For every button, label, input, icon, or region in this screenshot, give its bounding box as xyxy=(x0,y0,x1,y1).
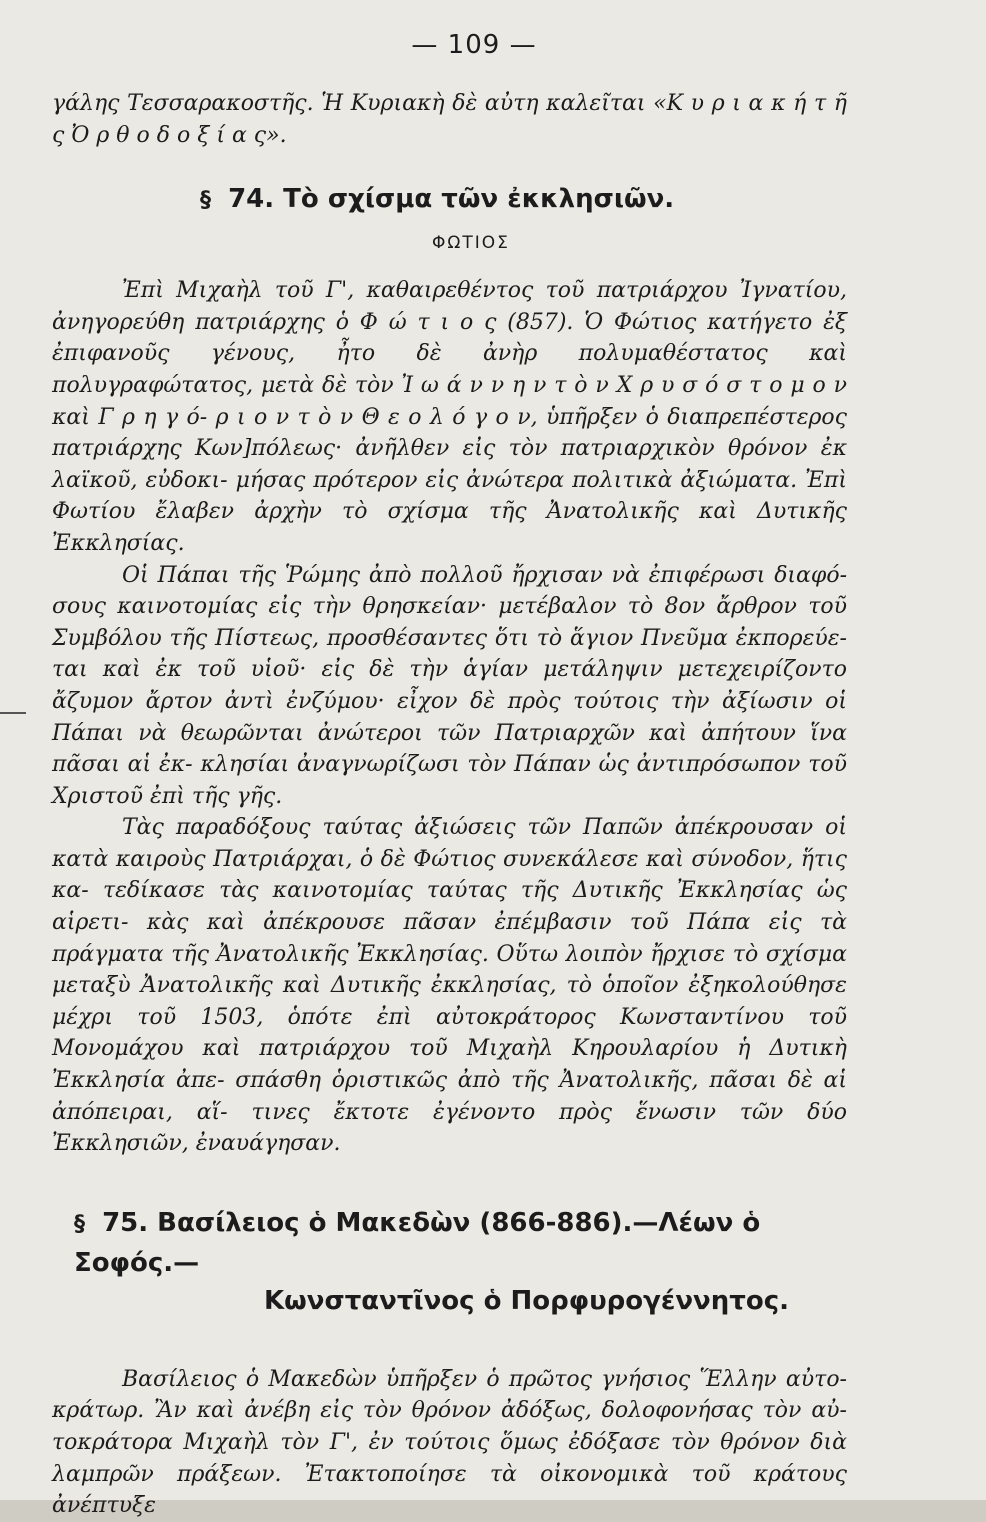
text-line: Συμβόλου τῆς Πίστεως, προσθέσαντες ὅτι τὸ ἅγιον Πνεῦμα ἐκπορεύε- xyxy=(52,625,847,651)
text-line: ἀνηγορεύθη πατριάρχης ὁ Φ ώ τ ι ο ς (857). Ὁ Φώτιος κατήγετο ἐξ xyxy=(52,309,847,335)
section-74-heading xyxy=(200,181,856,219)
text-line: ἐπὶ τῆς γῆς. xyxy=(150,783,283,809)
section-74-title: 74. Τὸ σχίσμα τῶν ἐκκλησιῶν. xyxy=(228,184,675,215)
text-line: τοκράτορα Μιχαὴλ τὸν Γ', ἐν τούτοις ὅμως ἐδόξασε τὸν θρόνον διὰ xyxy=(52,1430,847,1455)
text-line: γάλης Τεσσαρακοστῆς. Ἡ Κυριακὴ δὲ αὐτη καλεῖται «Κ υ ρ ι α κ ή xyxy=(52,91,807,116)
text-line: Κων]πόλεως· ἀνῆλθεν εἰς τὸν πατριαρχικὸν θρόνον ἐκ λαϊκοῦ, εὐδοκι- xyxy=(52,436,847,493)
margin-mark xyxy=(0,712,26,714)
section-mark: § xyxy=(200,188,211,214)
text-line: σπάσθη ὁριστικῶς ἀπὸ τῆς Ἀνατολικῆς, πᾶσαι δὲ αἱ ἀπόπειραι, αἵ- xyxy=(52,1068,848,1125)
intro-paragraph xyxy=(52,88,847,151)
text-line: κράτωρ. Ἂν καὶ ἀνέβη εἰς τὸν θρόνον ἀδόξως, δολοφονήσας τὸν αὐ- xyxy=(52,1398,847,1424)
paragraph-photius xyxy=(52,275,847,559)
text-line: Ἀνατολικῆς καὶ Δυτικῆς ἐκκλησίας, τὸ ὁποῖον ἐξηκολούθησε μέχρι xyxy=(52,973,847,1030)
text-line: τεδίκασε τὰς καινοτομίας ταύτας τῆς Δυτικῆς Ἐκκλησίας ὡς αἱρετι- xyxy=(52,878,847,936)
text-line: θεωρῶνται ἀνώτεροι τῶν Πατριαρχῶν καὶ ἀπήτουν ἵνα πᾶσαι αἱ ἐκ- xyxy=(52,720,847,778)
section-75-title-line2: Κωνσταντῖνος ὁ Πορφυρογέννητος. xyxy=(264,1285,790,1316)
text-line: ἄρτον ἀντὶ ἐνζύμου· εἶχον δὲ πρὸς τούτοις τὴν ἀξίωσιν οἱ Πάπαι νὰ xyxy=(52,688,847,746)
text-line: ται καὶ ἐκ τοῦ υἱοῦ· εἰς δὲ τὴν ἁγίαν μετάληψιν μετεχειρίζοντο ἄζυμον xyxy=(52,657,847,714)
section-mark: § xyxy=(74,1211,85,1237)
text-line: κὰς καὶ ἀπέκρουσε πᾶσαν ἐπέμβασιν τοῦ Πάπα εἰς τὰ πράγματα τῆς xyxy=(52,910,847,967)
text-line: ἐπιφανοῦς γένους, ἦτο δὲ ἀνὴρ πολυμαθέστατος καὶ πολυγραφώτατος, xyxy=(52,341,847,398)
text-line: κλησίαι ἀναγνωρίζωσι τὸν Πάπαν ὡς ἀντιπρόσωπον τοῦ Χριστοῦ xyxy=(52,752,848,809)
page-number: — 109 — xyxy=(411,30,537,60)
text-line: Βασίλειος ὁ Μακεδὼν ὑπῆρξεν ὁ πρῶτος γνήσιος Ἕλλην αὐτο- xyxy=(122,1366,847,1392)
paragraph-basil xyxy=(52,1364,847,1522)
text-line: τινες ἔκτοτε ἐγένοντο πρὸς ἕνωσιν τῶν δύο Ἐκκλησιῶν, ἐναυάγησαν. xyxy=(52,1099,847,1157)
text-line: μήσας πρότερον εἰς ἀνώτερα πολιτικὰ ἀξιώματα. Ἐπὶ Φωτίου ἔλαβεν xyxy=(52,467,847,525)
section-75-title-line1: 75. Βασίλειος ὁ Μακεδὼν (866-886).—Λέων ὁ Σοφός.— xyxy=(74,1207,761,1278)
text-line: μετὰ δὲ τὸν Ἰ ω ά ν ν η ν τ ὸ ν Χ ρ υ σ ό σ τ ο μ ο ν καὶ Γ ρ η γ ό- xyxy=(52,372,848,430)
text-line: Τὰς παραδόξους ταύτας ἀξιώσεις τῶν Παπῶν ἀπέκρουσαν οἱ κατὰ xyxy=(52,815,847,872)
text-line: καὶ πατριάρχου τοῦ Μιχαὴλ Κηρουλαρίου ἡ Δυτικὴ Ἐκκλησία ἀπε- xyxy=(52,1036,847,1094)
text-line: σους καινοτομίας εἰς τὴν θρησκείαν· μετέβαλον τὸ 8ον ἄρθρον τοῦ xyxy=(52,594,847,620)
section-75-heading xyxy=(74,1204,856,1320)
paragraph-schism xyxy=(52,812,847,1160)
text-line: Οἱ Πάπαι τῆς Ῥώμης ἀπὸ πολλοῦ ἤρχισαν νὰ ἐπιφέρωσι διαφό- xyxy=(122,562,847,588)
section-subheading: ΦΩΤΙΟΣ xyxy=(432,233,510,254)
text-line: καιροὺς Πατριάρχαι, ὁ δὲ Φώτιος συνεκάλεσε καὶ σύνοδον, ἥτις κα- xyxy=(52,846,847,904)
text-line: τοῦ 1503, ὁπότε ἐπὶ αὐτοκράτορος Κωνσταντίνου τοῦ Μονομάχου xyxy=(52,1004,848,1062)
text-line: Ἐπὶ Μιχαὴλ τοῦ Γ', καθαιρεθέντος τοῦ πατριάρχου Ἰγνατίου, xyxy=(122,278,847,304)
text-line: Ἀνατολικῆς Ἐκκλησίας. Οὕτω λοιπὸν ἤρχισε τὸ σχίσμα μεταξὺ xyxy=(52,941,848,999)
text-line: ἀρχὴν τὸ σχίσμα τῆς Ἀνατολικῆς καὶ Δυτικῆς Ἐκκλησίας. xyxy=(52,499,847,556)
text-line: ρ ι ο ν τ ὸ ν Θ ε ο λ ό γ ο ν, ὑπῆρξεν ὁ διαπρεπέστερος πατριάρχης xyxy=(52,404,847,462)
paragraph-popes xyxy=(52,560,847,813)
text-line: λαμπρῶν πράξεων. Ἐτακτοποίησε τὰ οἰκονομικὰ τοῦ κράτους ἀνέπτυξε xyxy=(52,1461,847,1519)
text-line: τ ῆ ς Ὀ ρ θ ο δ ο ξ ί α ς». xyxy=(52,91,847,148)
